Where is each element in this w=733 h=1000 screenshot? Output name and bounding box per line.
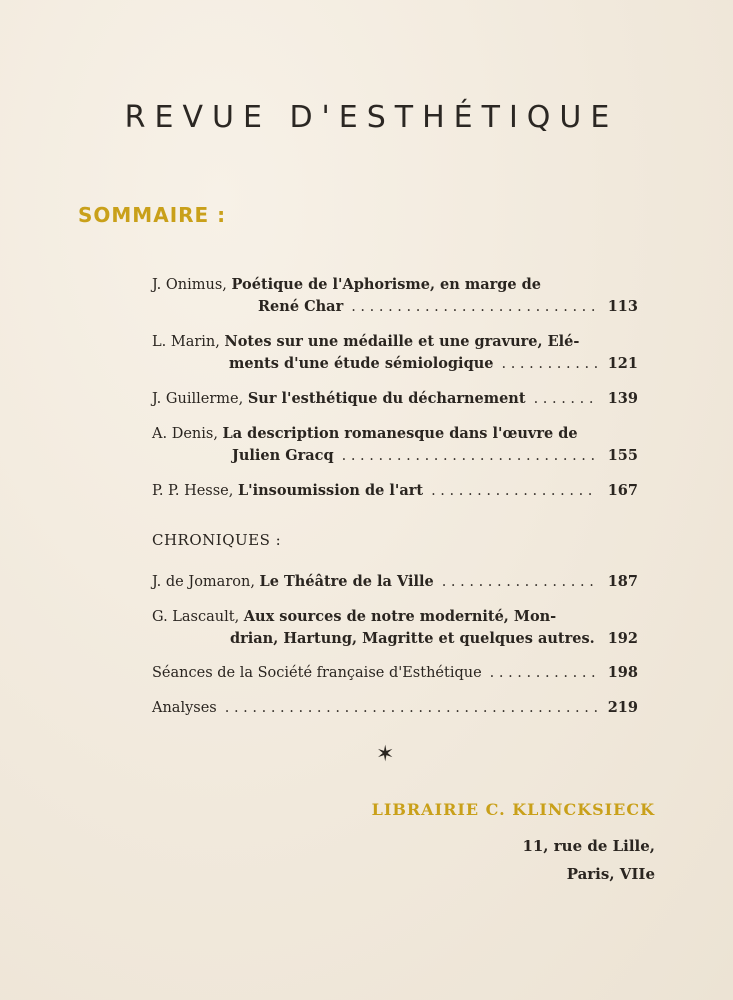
sommaire-heading: SOMMAIRE : (78, 203, 227, 227)
toc-author: J. Onimus, (152, 277, 227, 293)
toc-entry-seances (152, 662, 638, 684)
toc-title-cont: drian, Hartung, Magritte et quelques autres. (230, 630, 595, 647)
toc-author: G. Lascault, (152, 609, 240, 625)
publisher-name: LIBRAIRIE C. KLINCKSIECK (371, 800, 655, 819)
toc-entry-jomaron (152, 571, 638, 593)
toc-page-number: 187 (607, 573, 638, 590)
toc-entry-label: Analyses (152, 700, 217, 716)
chroniques-heading: CHRONIQUES : (152, 531, 282, 549)
toc-entry-lascault (152, 606, 638, 649)
dot-leader (442, 572, 598, 593)
dot-leader (225, 698, 598, 719)
toc-entry-onimus (152, 274, 638, 318)
toc-title: L'insoumission de l'art (237, 482, 424, 499)
toc-entry-denis (152, 423, 638, 467)
publisher-address (522, 832, 655, 888)
toc-title: Sur l'esthétique du décharnement (247, 390, 526, 407)
toc-title: Le Théâtre de la Ville (259, 573, 434, 590)
toc-page-number: 167 (607, 482, 638, 499)
dot-leader (431, 481, 598, 502)
table-of-contents (152, 274, 638, 732)
dot-leader (490, 663, 598, 684)
asterism-ornament-icon: ✶ (376, 742, 395, 767)
toc-page-number: 219 (607, 699, 638, 716)
toc-author: L. Marin, (152, 334, 220, 350)
toc-author: A. Denis, (152, 426, 218, 442)
toc-page-number: 155 (607, 447, 638, 464)
toc-title: Poétique de l'Aphorisme, en marge de (231, 276, 542, 293)
toc-entry-label: Séances de la Société française d'Esthétique (152, 665, 482, 681)
dot-leader (351, 297, 598, 318)
toc-entry-marin (152, 331, 638, 375)
toc-entry-hesse (152, 480, 638, 502)
journal-title: REVUE D'ESTHÉTIQUE (124, 100, 619, 135)
address-street: 11, rue de Lille, (522, 837, 655, 855)
toc-page-number: 198 (607, 664, 638, 681)
toc-title-cont: ments d'une étude sémiologique (229, 355, 494, 372)
toc-title-cont: René Char (258, 298, 344, 315)
toc-page-number: 121 (607, 355, 638, 372)
dot-leader (342, 446, 598, 467)
address-city: Paris, VIIe (566, 865, 655, 883)
dot-leader (501, 354, 597, 375)
toc-entry-guillerme (152, 388, 638, 410)
toc-title-cont: Julien Gracq (232, 447, 334, 464)
toc-author: J. de Jomaron, (152, 574, 255, 590)
dot-leader (534, 389, 598, 410)
toc-entry-analyses (152, 697, 638, 719)
toc-title: Notes sur une médaille et une gravure, Elé- (224, 333, 580, 350)
toc-page-number: 139 (607, 390, 638, 407)
toc-page-number: 192 (607, 630, 638, 647)
toc-title: Aux sources de notre modernité, Mon- (243, 608, 557, 625)
toc-page-number: 113 (607, 298, 638, 315)
toc-author: P. P. Hesse, (152, 483, 234, 499)
toc-title: La description romanesque dans l'œuvre de (222, 425, 578, 442)
toc-author: J. Guillerme, (152, 391, 244, 407)
